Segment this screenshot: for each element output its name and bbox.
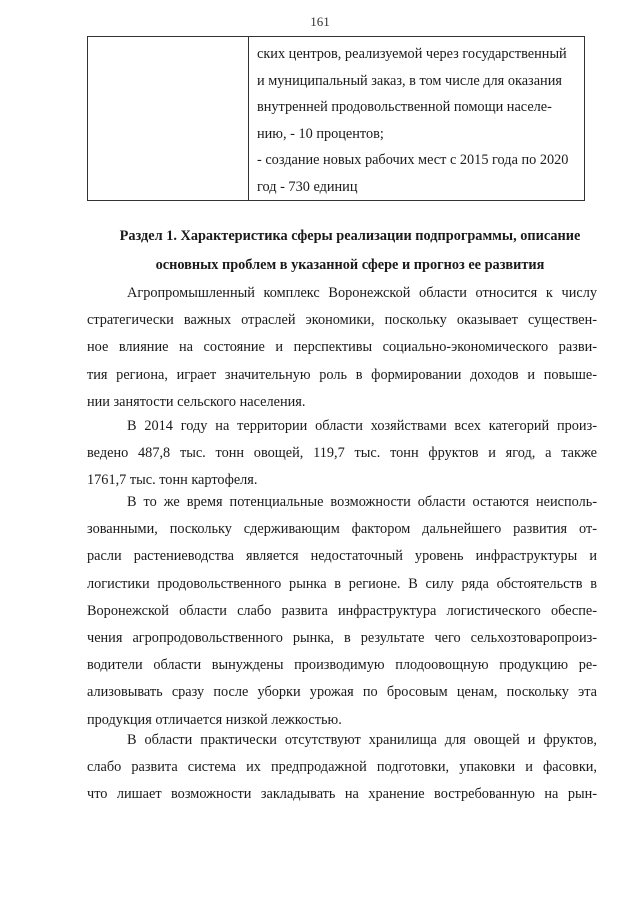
continuation-table: [87, 36, 585, 201]
paragraph-line: чения агропродовольственного рынка, в результате чего сельхозтоваропроиз-: [87, 629, 597, 646]
paragraph-storage: [87, 727, 597, 809]
paragraph-line: ное влияние на состояние и перспективы социально-экономического разви-: [87, 339, 597, 356]
paragraph-line: стратегически важных отраслей экономики, поскольку оказывает существен-: [87, 312, 597, 329]
paragraph-line: Воронежской области слабо развита инфраструктура логистического обеспе-: [87, 602, 597, 619]
paragraph-line: что лишает возможности закладывать на хранение востребованную на рын-: [87, 786, 597, 803]
paragraph-line: В 2014 году на территории области хозяйствами всех категорий произ-: [127, 418, 597, 434]
paragraph-line: тия региона, играет значительную роль в формировании доходов и повыше-: [87, 366, 597, 383]
paragraph-line: водители области вынуждены производимую плодоовощную продукцию ре-: [87, 657, 597, 674]
section-heading-line: Раздел 1. Характеристика сферы реализации подпрограммы, описание: [119, 228, 581, 244]
paragraph-line: расли растениеводства является недостаточный уровень инфраструктуры и: [87, 548, 597, 565]
page-number: 161: [310, 14, 330, 29]
paragraph-2014-production: [87, 413, 597, 495]
table-text-line: ских центров, реализуемой через государственный: [257, 46, 567, 62]
table-text-line: внутренней продовольственной помощи населе-: [257, 99, 552, 115]
table-text-line: год - 730 единиц: [257, 178, 358, 195]
table-right-cell: [249, 37, 585, 201]
paragraph-agro-complex: [87, 280, 597, 416]
paragraph-line: Агропромышленный комплекс Воронежской области относится к числу: [127, 285, 597, 301]
paragraph-line: 1761,7 тыс. тонн картофеля.: [87, 472, 258, 489]
section-heading: [100, 222, 600, 280]
paragraph-line: логистики продовольственного рынка в регионе. В силу ряда обстоятельств в: [87, 575, 597, 592]
table-text-line: - создание новых рабочих мест с 2015 года по 2020: [257, 152, 569, 168]
paragraph-line: продукция отличается низкой лежкостью.: [87, 711, 342, 728]
table-text-line: и муниципальный заказ, в том числе для оказания: [257, 72, 562, 89]
paragraph-line: В области практически отсутствуют хранилища для овощей и фруктов,: [127, 732, 597, 748]
paragraph-line: нии занятости сельского населения.: [87, 393, 306, 410]
paragraph-line: зованными, поскольку сдерживающим фактором дальнейшего развития от-: [87, 521, 597, 538]
paragraph-line: ализовывать сразу после уборки урожая по бросовым ценам, поскольку эта: [87, 684, 597, 701]
paragraph-line: В то же время потенциальные возможности области остаются неисполь-: [127, 494, 597, 510]
paragraph-infrastructure: [87, 489, 597, 734]
section-heading-line: основных проблем в указанной сфере и прогноз ее развития: [155, 257, 545, 273]
table-left-cell: [88, 37, 249, 201]
table-text-line: нию, - 10 процентов;: [257, 125, 384, 142]
paragraph-line: слабо развита система их предпродажной подготовки, упаковки и фасовки,: [87, 759, 597, 776]
paragraph-line: ведено 487,8 тыс. тонн овощей, 119,7 тыс. тонн фруктов и ягод, а также: [87, 445, 597, 462]
